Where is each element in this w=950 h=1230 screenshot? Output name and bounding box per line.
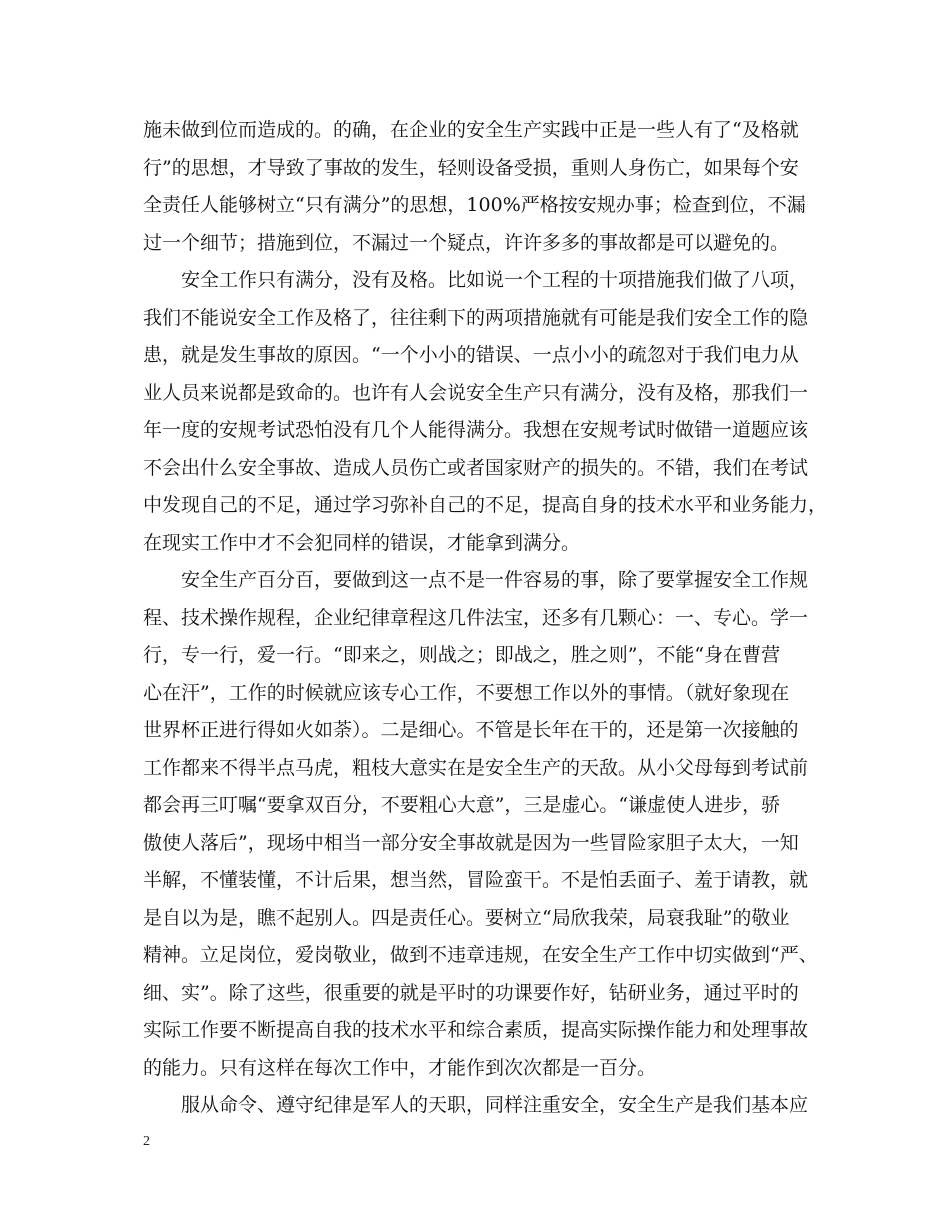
text-line: 半解，不懂装懂，不计后果，想当然，冒险蛮干。不是怕丢面子、羞于请教，就 (143, 869, 809, 891)
text-line: 在现实工作中才不会犯同样的错误，才能拿到满分。 (143, 531, 581, 554)
text-line: 不会出什么安全事故、造成人员伤亡或者国家财产的损失的。不错，我们在考试 (143, 456, 809, 479)
text-line: 患，就是发生事故的原因。“一个小小的错误、一点小小的疏忽对于我们电力从 (143, 344, 799, 366)
body-text (143, 112, 828, 1125)
text-line: 傲使人落后”，现场中相当一部分安全事故就是因为一些冒险家胆子太大，一知 (143, 831, 799, 854)
text-line: 中发现自己的不足，通过学习弥补自己的不足，提高自身的技术水平和业务能力， (143, 494, 828, 516)
page-number: 2 (143, 1134, 150, 1149)
text-line: 我们不能说安全工作及格了，往往剩下的两项措施就有可能是我们安全工作的隐 (143, 306, 809, 329)
text-line: 年一度的安规考试恐怕没有几个人能得满分。我想在安规考试时做错一道题应该 (143, 419, 809, 441)
text-line: 安全工作只有满分，没有及格。比如说一个工程的十项措施我们做了八项， (181, 269, 809, 291)
text-line: 安全生产百分百，要做到这一点不是一件容易的事，除了要掌握安全工作规 (181, 569, 809, 591)
text-line: 都会再三叮嘱“要拿双百分，不要粗心大意”，三是虚心。“谦虚使人进步，骄 (143, 794, 781, 816)
text-line: 全责任人能够树立“只有满分”的思想，100%严格按安规办事；检查到位，不漏 (143, 194, 806, 216)
text-line: 施未做到位而造成的。的确，在企业的安全生产实践中正是一些人有了“及格就 (143, 119, 799, 141)
text-line: 工作都来不得半点马虎，粗枝大意实在是安全生产的天敌。从小父母每到考试前 (143, 756, 809, 779)
text-line: 精神。立足岗位，爱岗敬业，做到不违章违规，在安全生产工作中切实做到“严、 (143, 944, 818, 966)
text-line: 心在汗”，工作的时候就应该专心工作，不要想工作以外的事情。（就好象现在 (143, 681, 790, 704)
text-line: 细、实”。除了这些，很重要的就是平时的功课要作好，钻研业务，通过平时的 (143, 981, 799, 1004)
text-line: 服从命令、遵守纪律是军人的天职，同样注重安全，安全生产是我们基本应 (181, 1094, 809, 1116)
text-line: 的能力。只有这样在每次工作中，才能作到次次都是一百分。 (143, 1056, 657, 1079)
text-line: 世界杯正进行得如火如荼）。二是细心。不管是长年在干的，还是第一次接触的 (143, 719, 799, 741)
text-line: 是自以为是，瞧不起别人。四是责任心。要树立“局欣我荣，局衰我耻”的敬业 (143, 906, 790, 929)
text-line: 行，专一行，爱一行。“即来之，则战之；即战之，胜之则”，不能“身在曹营 (143, 644, 781, 666)
text-line: 实际工作要不断提高自我的技术水平和综合素质，提高实际操作能力和处理事故 (143, 1019, 809, 1041)
text-line: 行”的思想，才导致了事故的发生，轻则设备受损，重则人身伤亡，如果每个安 (143, 156, 799, 179)
text-line: 程、技术操作规程，企业纪律章程这几件法宝，还多有几颗心：一、专心。学一 (143, 606, 809, 629)
text-line: 业人员来说都是致命的。也许有人会说安全生产只有满分，没有及格，那我们一 (143, 381, 809, 404)
text-line: 过一个细节；措施到位，不漏过一个疑点，许许多多的事故都是可以避免的。 (143, 231, 790, 254)
